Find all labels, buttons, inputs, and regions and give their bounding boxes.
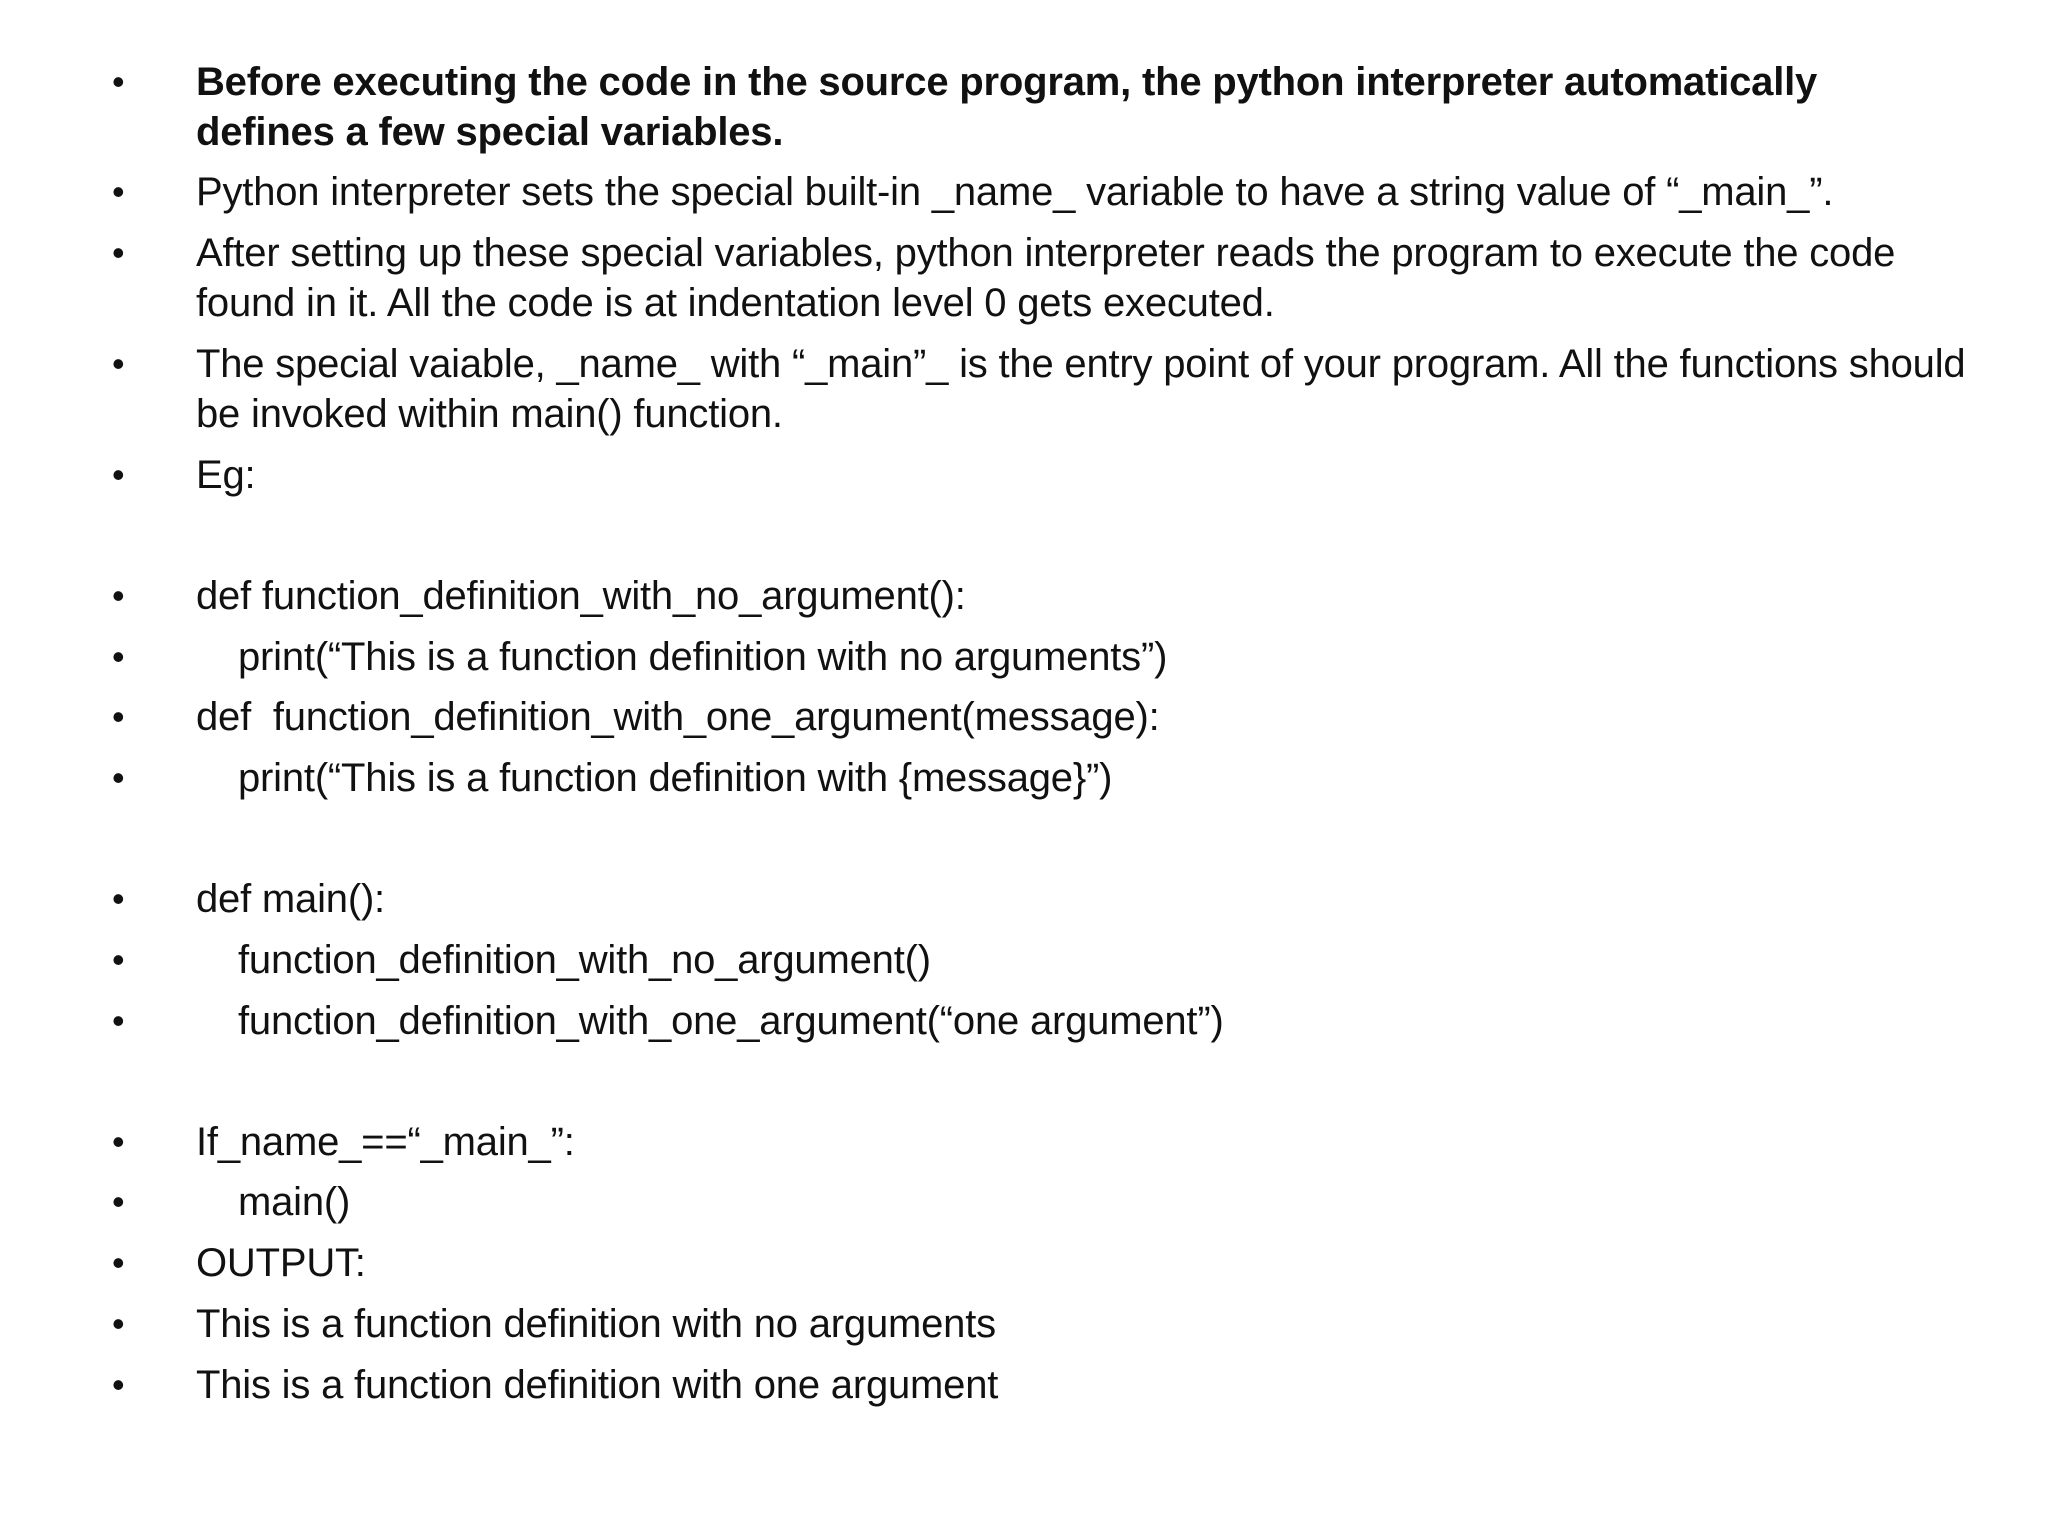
bullet-text: def function_definition_with_one_argument(message):: [196, 695, 1160, 739]
bullet-dot: •: [112, 1000, 125, 1041]
bullet-dot: •: [112, 343, 125, 384]
bullet-dot: •: [112, 171, 125, 212]
bullet-text: print(“This is a function definition with {message}”): [238, 756, 1113, 800]
bullet-dot: •: [112, 878, 125, 919]
bullet-text: def main():: [196, 877, 385, 921]
bullet-text: function_definition_with_one_argument(“one argument”): [238, 999, 1224, 1043]
bullet-dot: •: [112, 61, 125, 102]
bullet-dot: •: [112, 939, 125, 980]
bullet-text: OUTPUT:: [196, 1241, 366, 1285]
bullet-text: The special vaiable, _name_ with “_main”_ is the entry point of your program. All the functions should be invoked within main() function.: [196, 342, 1977, 436]
bullet-dot: •: [112, 636, 125, 677]
bullet-text: This is a function definition with no arguments: [196, 1302, 996, 1346]
bullet-text: This is a function definition with one argument: [196, 1363, 999, 1407]
bullet-dot: •: [112, 1121, 125, 1162]
bullet-text: main(): [238, 1180, 351, 1224]
bullet-text: Before executing the code in the source program, the python interpreter automatically defines a few special variables.: [196, 60, 1829, 154]
bullet-dot: •: [112, 757, 125, 798]
bullet-dot: •: [112, 1181, 125, 1222]
bullet-dot: •: [112, 696, 125, 737]
bullet-text: def function_definition_with_no_argument():: [196, 574, 966, 618]
bullet-text: After setting up these special variables, python interpreter reads the program to execute the code found in it. All the code is at indentation level 0 gets executed.: [196, 231, 1907, 325]
bullet-dot: •: [112, 1242, 125, 1283]
bullet-dot: •: [112, 575, 125, 616]
bullet-dot: •: [112, 1364, 125, 1405]
bullet-text: Python interpreter sets the special built-in _name_ variable to have a string value of “_main_”.: [196, 170, 1834, 214]
bullet-text: function_definition_with_no_argument(): [238, 938, 931, 982]
bullet-dot: •: [112, 1303, 125, 1344]
bullet-dot: •: [112, 454, 125, 495]
bullet-text: Eg:: [196, 453, 256, 497]
bullet-text: If_name_==“_main_”:: [196, 1120, 575, 1164]
bullet-dot: •: [112, 232, 125, 273]
bullet-text: print(“This is a function definition with no arguments”): [238, 635, 1168, 679]
